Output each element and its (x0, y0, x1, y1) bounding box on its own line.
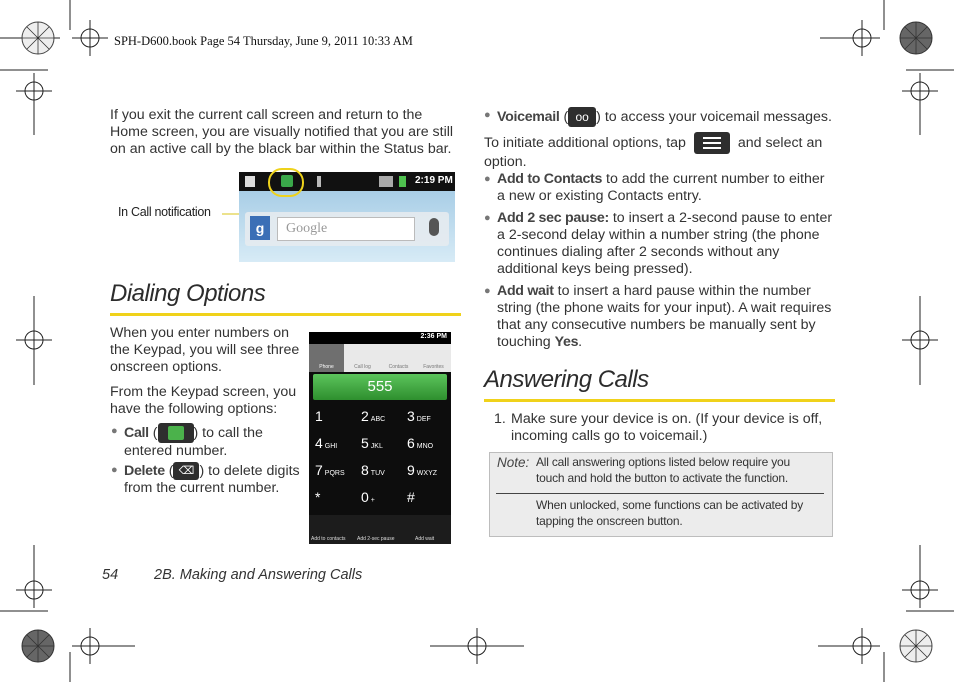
bullet-delete: ● Delete ( ⌫ ) to delete digits from the current number. (111, 462, 300, 496)
keypad-key[interactable]: 3 DEF (407, 408, 431, 424)
voicemail-icon: oo (568, 107, 596, 127)
search-placeholder: Google (286, 221, 328, 236)
print-header: SPH-D600.book Page 54 Thursday, June 9, 2011 10:33 AM (114, 34, 413, 48)
search-field[interactable] (277, 217, 415, 241)
keypad-key[interactable]: 5 JKL (361, 435, 383, 451)
dialed-number-display (313, 374, 447, 400)
voicemail-label: Voicemail (497, 108, 560, 125)
dialing-options-title: Dialing Options (110, 280, 266, 307)
phone-action-bar (309, 515, 451, 544)
bullet-add-pause: ● Add 2 sec pause: to insert a 2-second pause to enter a 2-second delay within a number string (the phone continues dialing after 2 seconds without any additional keys being pressed). (484, 210, 833, 277)
add-wait-action[interactable]: Add wait (415, 536, 435, 542)
keypad-key[interactable]: 7 PQRS (315, 462, 345, 478)
phone-tab-bar (309, 344, 451, 372)
call-icon (158, 423, 194, 443)
callout-label: In Call notification (118, 205, 211, 219)
note-label: Note: (497, 455, 530, 470)
add-pause-action[interactable]: Add 2-sec pause (357, 536, 395, 542)
tab-contacts[interactable]: Contacts (388, 364, 409, 370)
tab-favorites[interactable]: Favorites (423, 364, 444, 370)
bullet-voicemail: ● Voicemail ( oo ) to access your voicemail messages. (497, 107, 837, 127)
tab-phone[interactable]: Phone (309, 344, 344, 372)
keypad-key[interactable]: 0 + (361, 489, 375, 505)
section-footer: 2B. Making and Answering Calls (154, 567, 363, 583)
keypad-key[interactable]: 2 ABC (361, 408, 386, 424)
keypad-key[interactable]: * (315, 489, 321, 505)
intro-paragraph: If you exit the current call screen and return to the Home screen, you are visually notified that you are still on an active call by the black bar within the Status bar. (110, 107, 454, 157)
bullet-add-to-contacts: ● Add to Contacts to add the current number to either a new or existing Contacts entry. (484, 171, 825, 204)
initiate-options: To initiate additional options, tap and select an option. (484, 132, 834, 171)
page-number: 54 (102, 567, 119, 583)
answering-calls-title: Answering Calls (484, 366, 649, 393)
tab-call-log[interactable]: Call log (354, 364, 371, 370)
google-g-icon: g (250, 216, 270, 240)
keypad-key[interactable]: 8 TUV (361, 462, 385, 478)
keypad-key[interactable]: # (407, 489, 415, 505)
add-to-contacts-action[interactable]: Add to contacts (311, 536, 346, 542)
note-text-1: All call answering options listed below require you touch and hold the button to activate the function. (536, 455, 790, 485)
dialing-options-rule (110, 313, 461, 316)
call-label: Call (124, 424, 149, 441)
phone-status-bar (309, 332, 451, 344)
note-divider (496, 493, 824, 494)
in-call-highlight-ring (268, 168, 304, 197)
keypad-key[interactable]: 6 MNO (407, 435, 434, 451)
phone-status-time: 2:36 PM (420, 333, 447, 340)
note-box (489, 452, 833, 537)
sim-icon (245, 176, 255, 187)
step-1: 1. Make sure your device is on. (If your device is off, incoming calls go to voicemail.) (494, 411, 823, 444)
signal-icon (379, 176, 393, 187)
bullet-call: ● Call ( ) to call the entered number. (111, 424, 263, 459)
backspace-icon: ⌫ (173, 462, 199, 480)
usb-icon (317, 176, 321, 187)
mic-icon[interactable] (429, 218, 439, 236)
google-search-widget[interactable] (245, 212, 449, 246)
keypad-key[interactable]: 1 (315, 408, 323, 424)
dialed-number: 555 (367, 378, 393, 395)
note-text-2: When unlocked, some functions can be activated by tapping the onscreen button. (536, 498, 804, 528)
delete-label: Delete (124, 462, 165, 479)
status-time: 2:19 PM (415, 175, 453, 186)
keypad-key[interactable]: 9 WXYZ (407, 462, 438, 478)
keypad-intro: When you enter numbers on the Keypad, you will see three onscreen options. (110, 325, 300, 375)
phone-keypad-screenshot (309, 332, 451, 544)
bullet-add-wait: ● Add wait to insert a hard pause within the number string (the phone waits for your input). A wait requires that any consecutive numbers be manually sent by touching Yes. (484, 283, 832, 350)
menu-icon (694, 132, 730, 154)
battery-icon (399, 176, 406, 187)
keypad-options-intro: From the Keypad screen, you have the following options: (110, 384, 297, 417)
keypad-key[interactable]: 4 GHI (315, 435, 338, 451)
answering-calls-rule (484, 399, 835, 402)
